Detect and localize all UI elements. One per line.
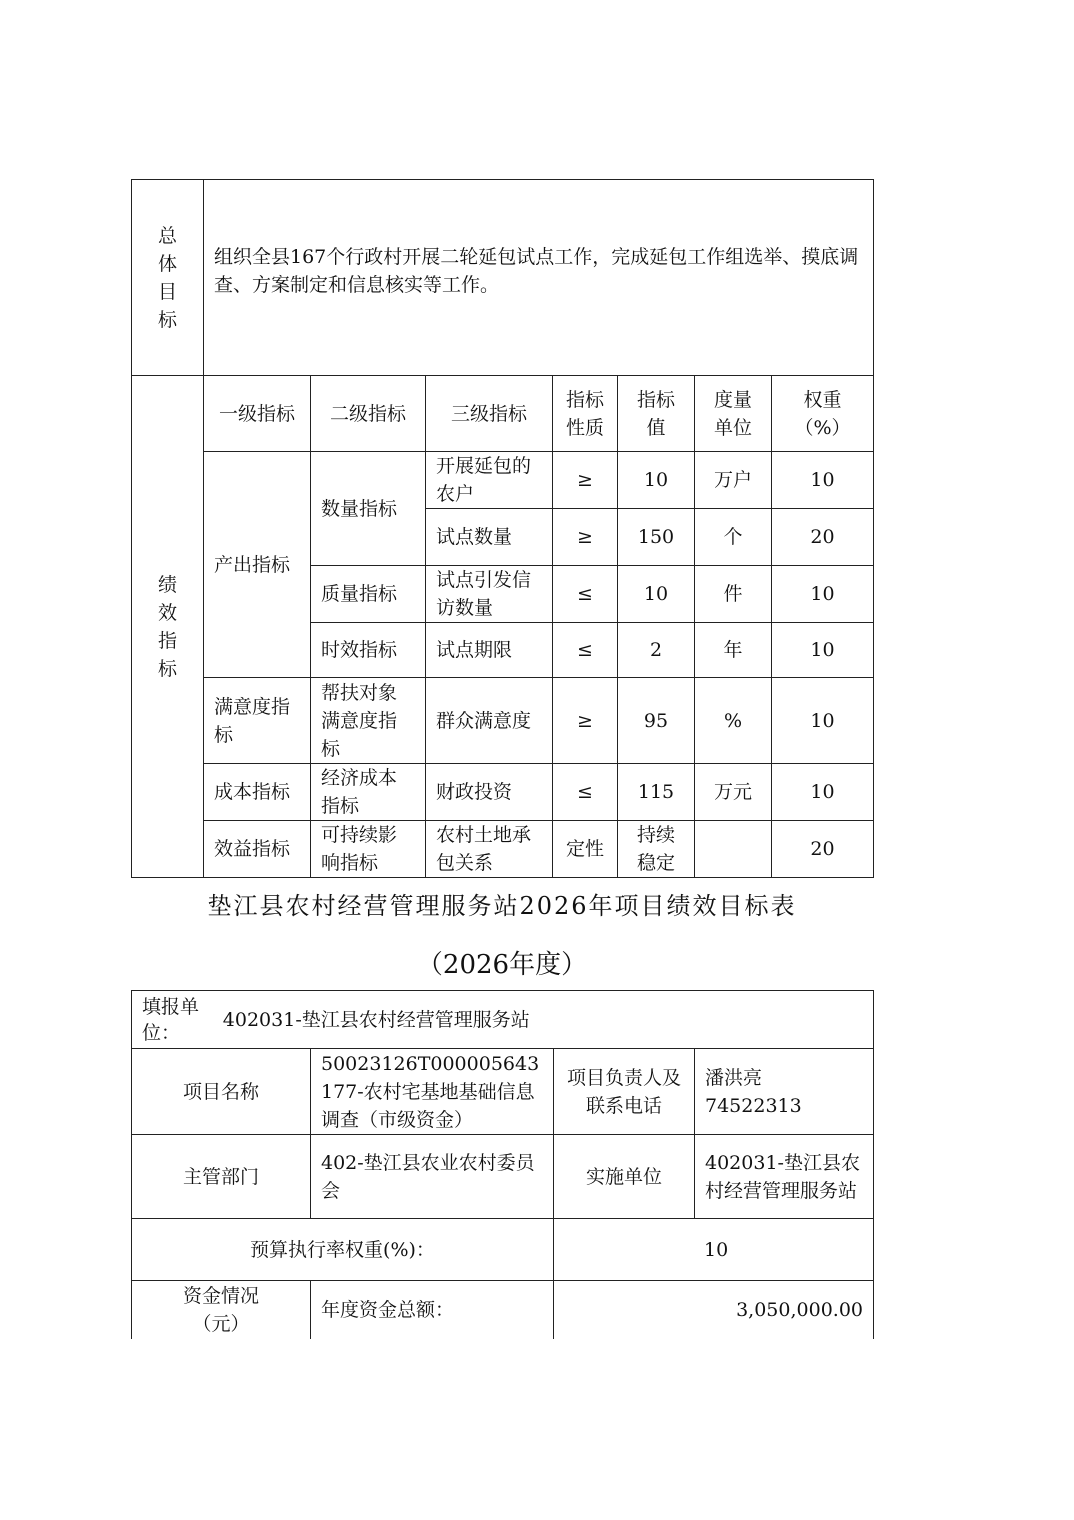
value-cell: 95 (618, 678, 695, 764)
overall-goal-label: 总体目标 (132, 180, 204, 376)
weight-cell: 20 (772, 821, 874, 878)
header-nature: 指标性质 (553, 376, 618, 452)
level3-cell: 群众满意度 (426, 678, 553, 764)
nature-cell: ≤ (553, 566, 618, 623)
table-row (132, 452, 874, 509)
weight-cell: 10 (772, 623, 874, 678)
table-row (132, 821, 874, 878)
reporting-unit-row (132, 991, 874, 1049)
project-info-table (131, 990, 874, 1339)
level1-benefit: 效益指标 (204, 821, 311, 878)
level3-cell: 农村土地承包关系 (426, 821, 553, 878)
level2-benefit: 可持续影响指标 (311, 821, 426, 878)
level3-cell: 试点数量 (426, 509, 553, 566)
level1-output: 产出指标 (204, 452, 311, 678)
weight-cell: 20 (772, 509, 874, 566)
document-title: 垫江县农村经营管理服务站2026年项目绩效目标表 (207, 892, 797, 920)
nature-cell: 定性 (553, 821, 618, 878)
perf-indicators-label: 绩效指标 (132, 376, 204, 878)
level3-cell: 开展延包的农户 (426, 452, 553, 509)
annual-total-value: 3,050,000.00 (554, 1281, 874, 1339)
value-cell: 持续稳定 (618, 821, 695, 878)
impl-unit-value: 402031-垫江县农村经营管理服务站 (695, 1135, 874, 1219)
impl-unit-label: 实施单位 (554, 1135, 695, 1219)
funds-label: 资金情况（元） (132, 1281, 311, 1339)
weight-cell: 10 (772, 566, 874, 623)
annual-total-label: 年度资金总额： (311, 1281, 554, 1339)
level2-cost: 经济成本指标 (311, 764, 426, 821)
header-level2: 二级指标 (311, 376, 426, 452)
value-cell: 115 (618, 764, 695, 821)
reporting-unit-value: 402031-垫江县农村经营管理服务站 (222, 1008, 530, 1031)
overall-goal-text: 组织全县167个行政村开展二轮延包试点工作，完成延包工作组选举、摸底调查、方案制定和信息核实等工作。 (204, 180, 874, 376)
value-cell: 10 (618, 452, 695, 509)
value-cell: 2 (618, 623, 695, 678)
budget-rate-value: 10 (554, 1219, 874, 1281)
dept-label: 主管部门 (132, 1135, 311, 1219)
weight-cell: 10 (772, 452, 874, 509)
nature-cell: ≥ (553, 509, 618, 566)
level3-cell: 试点期限 (426, 623, 553, 678)
dept-value: 402-垫江县农业农村委员会 (311, 1135, 554, 1219)
level3-cell: 财政投资 (426, 764, 553, 821)
reporting-unit-label: 填报单位： (142, 995, 200, 1044)
level2-time: 时效指标 (311, 623, 426, 678)
unit-cell: 件 (695, 566, 772, 623)
unit-cell: 万户 (695, 452, 772, 509)
nature-cell: ≤ (553, 623, 618, 678)
weight-cell: 10 (772, 678, 874, 764)
performance-table (131, 179, 874, 878)
nature-cell: ≥ (553, 678, 618, 764)
header-level1: 一级指标 (204, 376, 311, 452)
level2-satisfaction: 帮扶对象满意度指标 (311, 678, 426, 764)
project-name-value: 50023126T000005643177-农村宅基地基础信息调查（市级资金） (311, 1049, 554, 1135)
contact-value: 潘洪亮 74522313 (695, 1049, 874, 1135)
document-year: （2026年度） (416, 950, 588, 980)
value-cell: 150 (618, 509, 695, 566)
header-unit: 度量单位 (695, 376, 772, 452)
level1-satisfaction: 满意度指标 (204, 678, 311, 764)
unit-cell (695, 821, 772, 878)
nature-cell: ≥ (553, 452, 618, 509)
header-level3: 三级指标 (426, 376, 553, 452)
value-cell: 10 (618, 566, 695, 623)
contact-label: 项目负责人及联系电话 (554, 1049, 695, 1135)
header-value: 指标值 (618, 376, 695, 452)
level2-quality: 质量指标 (311, 566, 426, 623)
unit-cell: 年 (695, 623, 772, 678)
level2-quantity: 数量指标 (311, 452, 426, 566)
table-row (132, 678, 874, 764)
unit-cell: 个 (695, 509, 772, 566)
level1-cost: 成本指标 (204, 764, 311, 821)
weight-cell: 10 (772, 764, 874, 821)
unit-cell: 万元 (695, 764, 772, 821)
budget-rate-label: 预算执行率权重(%)： (132, 1219, 554, 1281)
unit-cell: % (695, 678, 772, 764)
header-weight: 权重（%） (772, 376, 874, 452)
project-name-label: 项目名称 (132, 1049, 311, 1135)
level3-cell: 试点引发信访数量 (426, 566, 553, 623)
table-row (132, 764, 874, 821)
nature-cell: ≤ (553, 764, 618, 821)
